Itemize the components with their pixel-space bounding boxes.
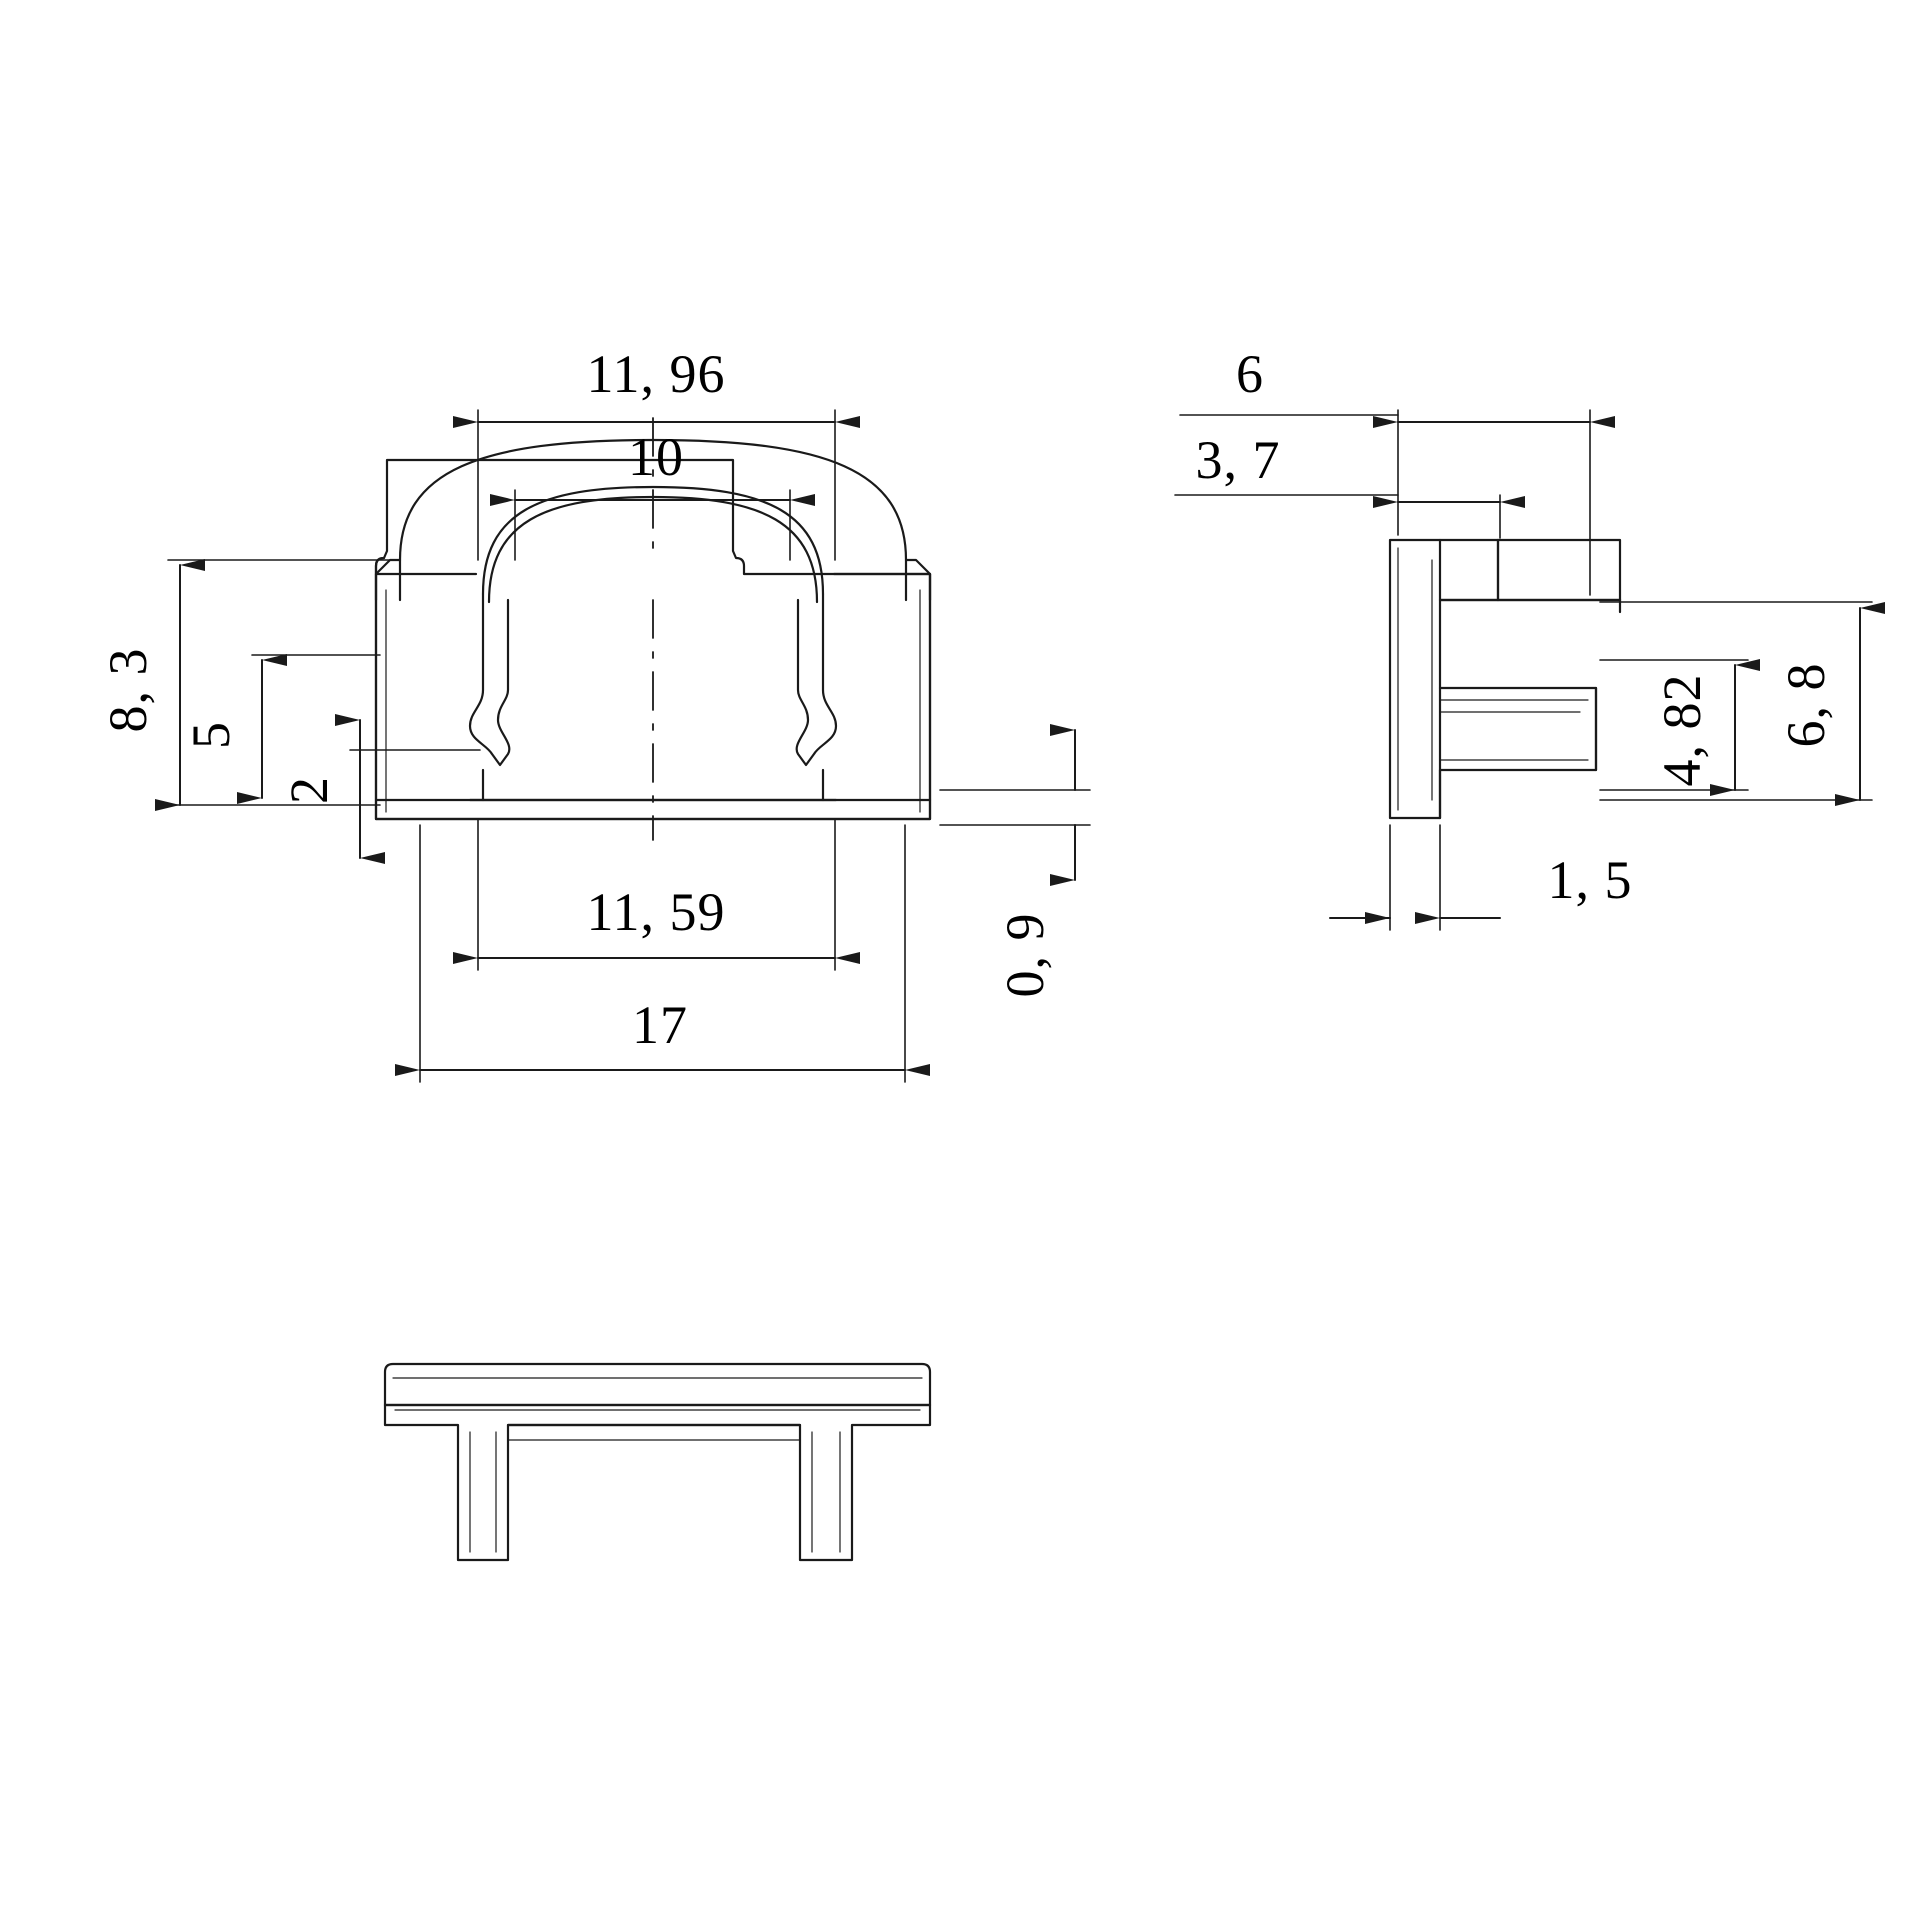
dim-lip-thickness: 0, 9 (995, 912, 1055, 998)
front-view-dimensions (168, 410, 1090, 1082)
bottom-view-geometry (385, 1364, 930, 1560)
dim-inner-width: 11, 59 (586, 882, 726, 942)
dim-side-total-depth: 6 (1236, 344, 1264, 404)
dim-mid-height: 5 (181, 721, 241, 749)
dim-top-outer-width: 11, 96 (586, 344, 726, 404)
dim-top-inner-width: 10 (628, 427, 684, 487)
dim-lower-height: 2 (279, 776, 339, 804)
dim-total-width: 17 (632, 995, 688, 1055)
dim-side-inner-height: 4, 82 (1652, 673, 1712, 787)
dim-side-flange-depth: 3, 7 (1195, 430, 1281, 490)
dim-side-leg-offset: 1, 5 (1547, 850, 1633, 910)
dim-total-height: 8, 3 (98, 647, 158, 733)
dim-side-total-height: 6, 8 (1776, 662, 1836, 748)
side-view-geometry (1390, 540, 1620, 818)
